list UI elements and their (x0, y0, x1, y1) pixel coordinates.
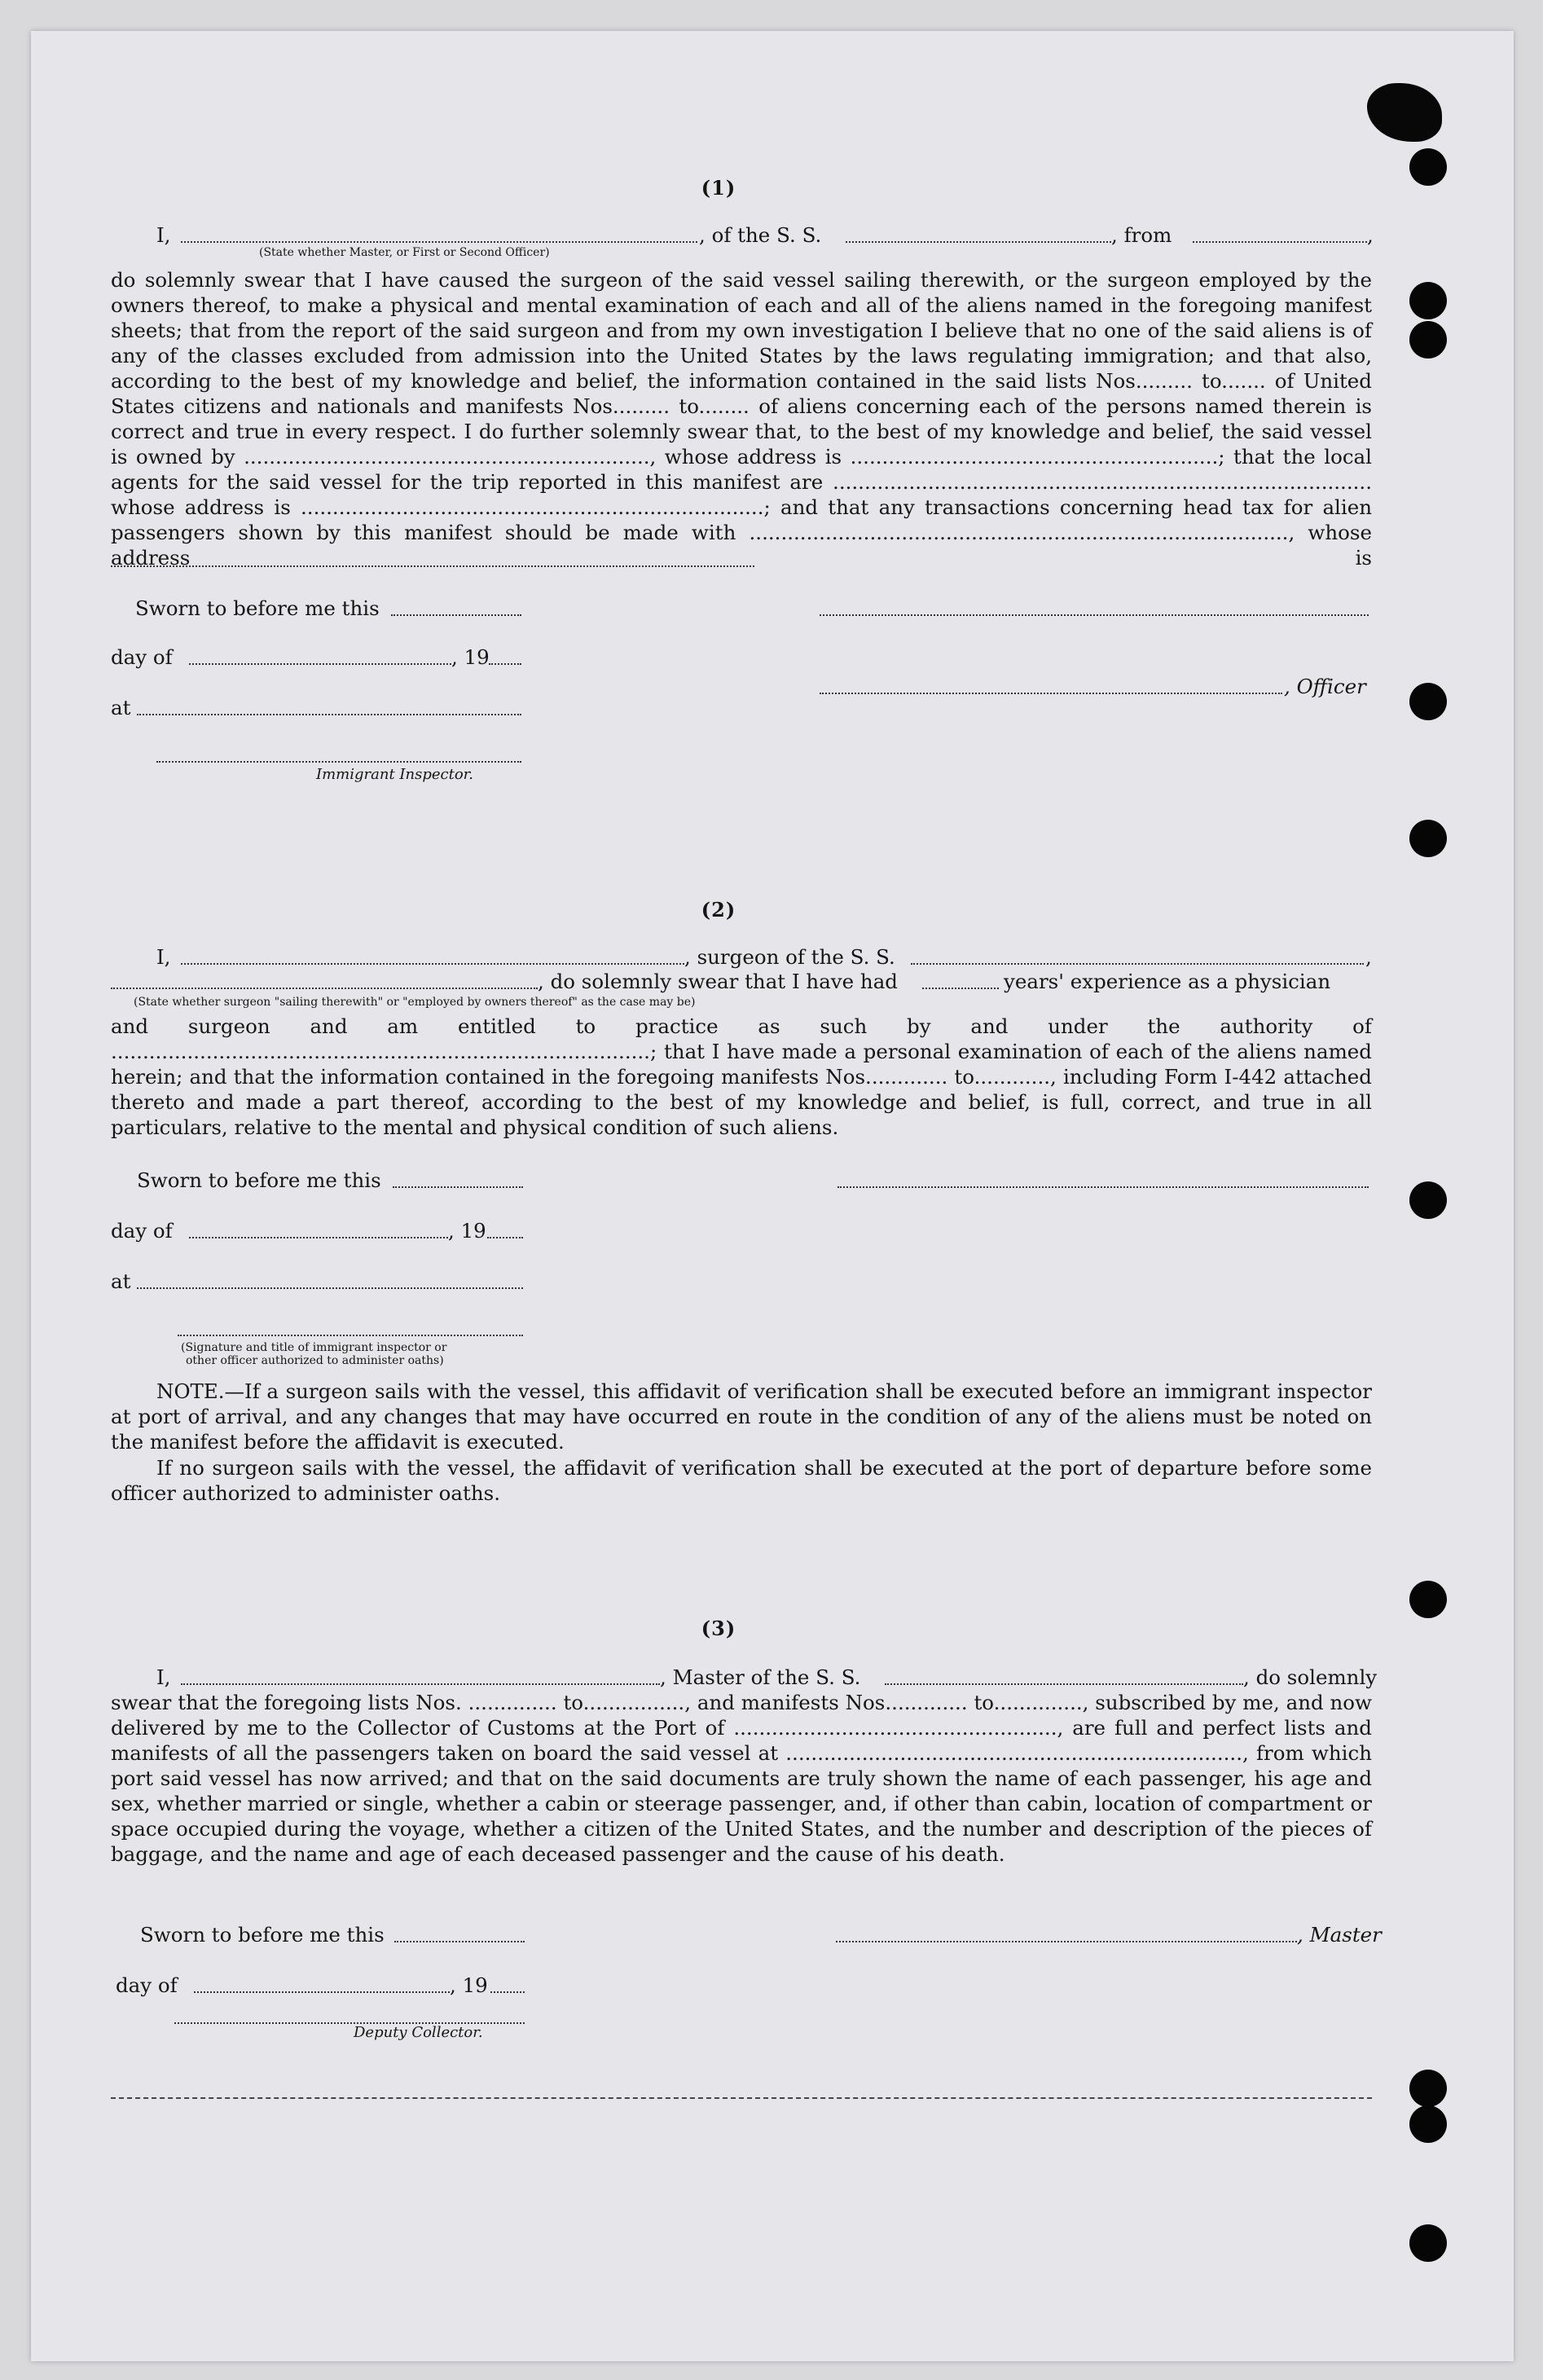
section-1-i: I, (156, 223, 171, 247)
surgeon-label: , surgeon of the S. S. (684, 945, 895, 969)
deputy-collector-caption: Deputy Collector. (354, 2024, 483, 2041)
section-2-body: and surgeon and am entitled to practice as such by and under the authority of .....................................................................................; that I have made a personal examination of each of the aliens named herein; and that the information contained in the foregoing manifests Nos............. to............, including Form I-442 attached thereto and made a part thereof, according to the best of my knowledge and belief, is full, correct, and true in all particulars, relative to the mental and physical condition of such aliens. (111, 1014, 1372, 1139)
rank-field[interactable] (181, 241, 697, 243)
immigrant-inspector-caption: Immigrant Inspector. (316, 766, 474, 783)
year-label-2: , 19 (448, 1219, 486, 1243)
years-label: years' experience as a physician (1004, 970, 1331, 993)
day-of-field-3[interactable] (194, 1991, 450, 1993)
officer-title-line[interactable] (820, 693, 1282, 694)
punch-hole (1409, 2070, 1447, 2107)
punch-hole (1409, 683, 1447, 720)
at-label-1: at (111, 696, 131, 719)
sworn-day-field-2[interactable] (393, 1186, 523, 1188)
sworn-day-field-3[interactable] (394, 1941, 525, 1942)
punch-hole (1409, 321, 1447, 359)
sworn-label-3: Sworn to before me this (140, 1923, 385, 1947)
section-2-i: I, (156, 945, 171, 969)
master-signature-text: , Master (1297, 1923, 1382, 1947)
punch-hole (1409, 2105, 1447, 2143)
from-label: , from (1111, 223, 1172, 247)
manifest-page (31, 31, 1514, 2361)
authorized-officer-signature-line[interactable] (178, 1335, 523, 1336)
punch-hole (1409, 1181, 1447, 1219)
rank-caption: (State whether Master, or First or Second Officer) (259, 246, 550, 259)
section-3-i: I, (156, 1665, 171, 1689)
at-field-2[interactable] (137, 1287, 523, 1289)
torn-corner (1367, 83, 1442, 142)
day-of-label-2: day of (111, 1219, 173, 1243)
signature-caption-1: (Signature and title of immigrant inspector or (181, 1341, 447, 1354)
punch-hole (1409, 148, 1447, 186)
note-paragraph: NOTE.—If a surgeon sails with the vessel, this affidavit of verification shall be executed before an immigrant inspector at port of arrival, and any changes that may have occurred en route in the condition of any of the aliens must be noted on the manifest before the affidavit is executed. (111, 1379, 1372, 1454)
punch-hole (1409, 2224, 1447, 2262)
master-label: , Master of the S. S. (660, 1665, 861, 1689)
years-field[interactable] (922, 988, 999, 989)
swear-label: , do solemnly swear that I have had (538, 970, 898, 993)
at-field-1[interactable] (137, 714, 521, 715)
surgeon-type-caption: (State whether surgeon "sailing therewith" or "employed by owners thereof" as the case may be) (134, 996, 696, 1009)
note-paragraph-2: If no surgeon sails with the vessel, the affidavit of verification shall be executed at the port of departure before some officer authorized to administer oaths. (111, 1456, 1372, 1505)
surgeon-vessel-field[interactable] (911, 963, 1364, 965)
section-3-number: (3) (701, 1617, 736, 1640)
master-name-field[interactable] (181, 1683, 660, 1685)
comma: , (1367, 223, 1374, 247)
day-of-label-1: day of (111, 645, 173, 669)
punch-hole (1409, 820, 1447, 857)
surgeon-type-field[interactable] (111, 988, 538, 989)
surgeon-name-field[interactable] (181, 963, 684, 965)
vessel-name-field[interactable] (846, 241, 1111, 243)
year-label-3: , 19 (450, 1973, 488, 1997)
officer-signature-line[interactable] (820, 614, 1369, 616)
sworn-label-2: Sworn to before me this (137, 1168, 381, 1192)
master-vessel-field[interactable] (885, 1683, 1243, 1685)
sworn-label-1: Sworn to before me this (135, 596, 380, 620)
signature-caption-2: other officer authorized to administer oaths) (186, 1354, 444, 1367)
surgeon-signature-line[interactable] (837, 1186, 1369, 1188)
section-2-number: (2) (701, 898, 736, 922)
year-field-3[interactable] (490, 1991, 525, 1993)
day-of-field-1[interactable] (189, 663, 451, 665)
year-field-1[interactable] (489, 663, 521, 665)
from-port-field[interactable] (1193, 241, 1367, 243)
solemnly-label: , do solemnly (1243, 1665, 1378, 1689)
at-label-2: at (111, 1269, 131, 1293)
year-field-2[interactable] (487, 1237, 523, 1238)
officer-label (1284, 675, 1366, 699)
section-1-body: do solemnly swear that I have caused the surgeon of the said vessel sailing therewith, or the surgeon employed by the owners thereof, to make a physical and mental examination of each and all of the aliens named in the foregoing manifest sheets; that from the report of the said surgeon and from my own investigation I believe that no one of the said aliens is of any of the classes excluded from admission into the United States by the laws regulating immigration; and that also, according to the best of my knowledge and belief, the information contained in the said lists Nos......... to....... of United States citizens and nationals and manifests Nos......... to........ of aliens concerning each of the persons named therein is correct and true in every respect. I do further solemnly swear that, to the best of my knowledge and belief, the said vessel is owned by ................................................................, whose address is ..........................................................; that the local agents for the said vessel for the trip reported in this manifest are ..................................................................................... whose address is .........................................................................; and that any transactions concerning head tax for alien passengers shown by this manifest should be made with ....................................................................................., whose address is (111, 268, 1372, 570)
address-field[interactable] (111, 565, 754, 567)
officer-label-text: , Officer (1284, 675, 1366, 698)
comma: , (1365, 945, 1372, 969)
of-the-ss-label: , of the S. S. (699, 223, 822, 247)
day-of-label-3: day of (116, 1973, 178, 1997)
year-label-1: , 19 (451, 645, 490, 669)
section-1-number: (1) (701, 176, 736, 200)
bottom-divider (111, 2097, 1372, 2099)
inspector-signature-line[interactable] (156, 761, 521, 763)
day-of-field-2[interactable] (189, 1237, 448, 1238)
sworn-day-field-1[interactable] (391, 614, 521, 616)
punch-hole (1409, 1581, 1447, 1618)
master-signature-label (1297, 1923, 1382, 1947)
master-signature-line[interactable] (836, 1941, 1297, 1942)
punch-hole (1409, 282, 1447, 319)
section-3-body: swear that the foregoing lists Nos. .............. to................, and manifests Nos............. to.............., subscribed by me, and now delivered by me to the Collector of Customs at the Port of ..................................................., are full and perfect lists and manifests of all the passengers taken on board the said vessel at ........................................................................, from which port said vessel has now arrived; and that on the said documents are truly shown the name of each passenger, his age and sex, whether married or single, whether a cabin or steerage passenger, and, if other than cabin, location of compartment or space occupied during the voyage, whether a citizen of the United States, and the number and description of the pieces of baggage, and the name and age of each deceased passenger and the cause of his death. (111, 1691, 1372, 1866)
